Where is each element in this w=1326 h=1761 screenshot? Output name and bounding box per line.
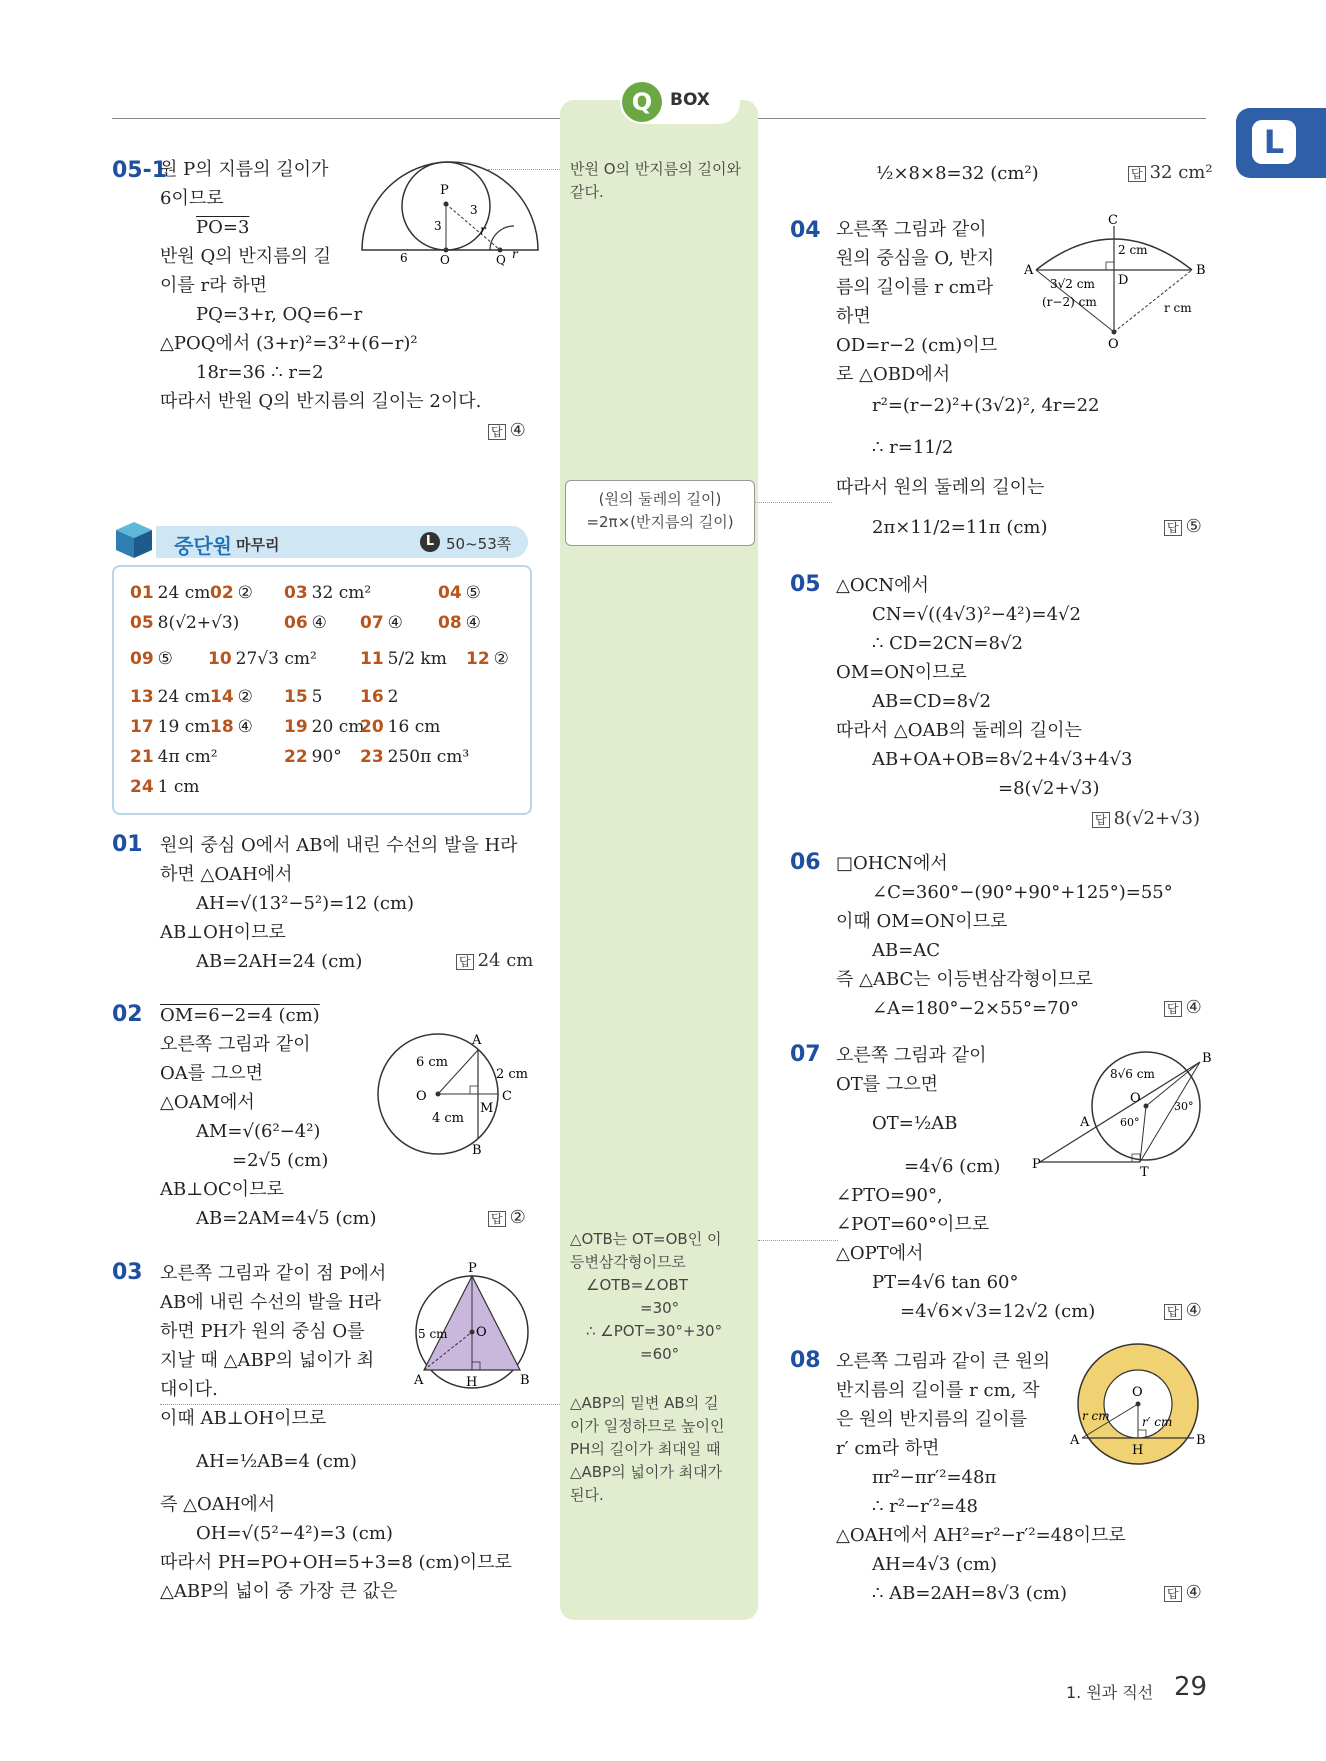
p051-line-3: PO=3 [196, 217, 250, 238]
label-b: B [1202, 1051, 1212, 1066]
p02-line-5: AM=√(6²−4²) [196, 1121, 321, 1142]
label-b: B [520, 1373, 530, 1388]
label-r-minus-2: (r−2) cm [1042, 295, 1097, 309]
p04-line-7: r²=(r−2)²+(3√2)², 4r=22 [872, 395, 1100, 416]
label-o: O [476, 1325, 487, 1340]
label-4cm: 4 cm [432, 1111, 465, 1126]
label-3b: 3 [434, 219, 442, 233]
summary-item: 23 250π cm³ [360, 747, 470, 767]
p03-line-7: AH=½AB=4 (cm) [196, 1451, 357, 1472]
figure-tangent-line [1032, 1046, 1216, 1180]
p03-line-8: 즉 △OAH에서 [160, 1494, 276, 1515]
p03-line-2: AB에 내린 수선의 발을 H라 [160, 1292, 382, 1313]
answer-mark-icon: 답 [1164, 520, 1182, 536]
p01-line-3: AH=√(13²−5²)=12 (cm) [196, 893, 415, 914]
label-r2: r [512, 247, 518, 261]
problem-number-02: 02 [112, 1002, 143, 1027]
section-cube-icon [112, 520, 156, 560]
section-header [112, 520, 528, 560]
p08-answer: 답 ④ [1164, 1582, 1202, 1603]
summary-item: 08 ④ [438, 613, 481, 633]
figure-circle-chord [370, 1030, 540, 1170]
label-3root2cm: 3√2 cm [1050, 277, 1095, 291]
p07-line-9: =4√6×√3=12√2 (cm) [900, 1301, 1096, 1322]
p051-line-4: 반원 Q의 반지름의 길 [160, 246, 332, 267]
p05-line-4: OM=ON이므로 [836, 662, 967, 683]
problem-number-03: 03 [112, 1260, 143, 1285]
p03-line-6: 이때 AB⊥OH이므로 [160, 1408, 327, 1429]
qbox-note-4-leader [160, 1404, 560, 1405]
footer-chapter: 1. 원과 직선 [1066, 1683, 1154, 1702]
p04-line-2: 원의 중심을 O, 반지 [836, 248, 995, 269]
label-6: 6 [400, 251, 408, 265]
summary-item: 04 ⑤ [438, 583, 481, 603]
problem-number-05-1: 05-1 [112, 158, 168, 183]
p08-line-6: ∴ r²−r′²=48 [872, 1496, 978, 1517]
label-p: P [440, 183, 449, 198]
summary-item: 13 24 cm [130, 687, 211, 707]
label-5cm: 5 cm [418, 1327, 448, 1341]
section-ref-pages: 50~53쪽 [446, 535, 512, 553]
summary-item: 11 5/2 km [360, 649, 447, 669]
p07-line-4: =4√6 (cm) [904, 1156, 1001, 1177]
p03-line-11: △ABP의 넓이 중 가장 큰 값은 [160, 1581, 398, 1602]
p02-answer: 답 ② [488, 1207, 526, 1228]
summary-item: 15 5 [284, 687, 323, 707]
summary-item: 06 ④ [284, 613, 327, 633]
label-3a: 3 [470, 203, 478, 217]
problem-number-07: 07 [790, 1042, 821, 1067]
p07-answer: 답 ④ [1164, 1300, 1202, 1321]
p06-line-2: ∠C=360°−(90°+90°+125°)=55° [872, 882, 1173, 903]
qbox-title: BOX [670, 90, 710, 110]
p051-line-6: PQ=3+r, OQ=6−r [196, 304, 363, 325]
summary-item: 16 2 [360, 687, 399, 707]
p05-line-5: AB=CD=8√2 [872, 691, 991, 712]
qbox-note-3: △OTB는 OT=OB인 이 등변삼각형이므로 ∠OTB=∠OBT =30° ∴ ∠POT=30°+30° =60° [570, 1230, 723, 1363]
p03-continued: ½×8×8=32 (cm²) [876, 163, 1039, 184]
p04-line-9: 따라서 원의 둘레의 길이는 [836, 477, 1045, 498]
section-title: 중단원 [174, 534, 232, 558]
p07-line-6: ∠POT=60°이므로 [836, 1214, 990, 1235]
p07-line-1: 오른쪽 그림과 같이 [836, 1045, 987, 1066]
p051-line-5: 이를 r라 하면 [160, 275, 267, 296]
label-o: O [1132, 1385, 1143, 1400]
answer-mark-icon: 답 [1092, 812, 1110, 828]
label-b: B [472, 1143, 482, 1158]
p07-line-2: OT를 그으면 [836, 1074, 939, 1095]
label-b: B [1196, 263, 1206, 278]
label-2cm: 2 cm [1118, 243, 1148, 257]
label-d: D [1118, 273, 1129, 288]
summary-item: 18 ④ [210, 717, 253, 737]
label-6cm: 6 cm [416, 1055, 449, 1070]
summary-item: 17 19 cm [130, 717, 211, 737]
label-a: A [414, 1373, 424, 1388]
summary-item: 22 90° [284, 747, 342, 767]
p08-line-3: 은 원의 반지름의 길이를 [836, 1409, 1028, 1430]
answer-mark-icon: 답 [1164, 1586, 1182, 1602]
p06-line-3: 이때 OM=ON이므로 [836, 911, 1008, 932]
p01-line-4: AB⊥OH이므로 [160, 922, 286, 943]
label-30deg: 30° [1174, 1100, 1194, 1113]
problem-number-01: 01 [112, 832, 143, 857]
p04-line-10: 2π×11/2=11π (cm) [872, 517, 1048, 538]
p03-line-9: OH=√(5²−4²)=3 (cm) [196, 1523, 393, 1544]
p08-line-4: r′ cm라 하면 [836, 1438, 940, 1459]
p01-line-2: 하면 △OAH에서 [160, 864, 293, 885]
qbox-q-icon: Q [622, 82, 662, 122]
label-c: C [1108, 213, 1118, 228]
p05-answer: 답 8(√2+√3) [1092, 808, 1200, 829]
label-t: T [1140, 1165, 1149, 1180]
label-o: O [1130, 1091, 1141, 1106]
summary-item: 20 16 cm [360, 717, 441, 737]
p051-answer: 답 ④ [488, 420, 526, 441]
p01-line-1: 원의 중심 O에서 AB에 내린 수선의 발을 H라 [160, 835, 518, 856]
label-p: P [468, 1261, 477, 1276]
p051-line-9: 따라서 반원 Q의 반지름의 길이는 2이다. [160, 391, 482, 412]
qbox-note-2: (원의 둘레의 길이) =2π×(반지름의 길이) [586, 490, 734, 531]
p04-line-3: 름의 길이를 r cm라 [836, 277, 994, 298]
section-subtitle: 마무리 [236, 536, 280, 554]
p02-line-6: =2√5 (cm) [232, 1150, 329, 1171]
p04-answer: 답 ⑤ [1164, 516, 1202, 537]
answer-mark-icon: 답 [488, 424, 506, 440]
label-rprime-cm: r′ cm [1142, 1415, 1173, 1429]
label-a: A [472, 1033, 482, 1048]
figure-semicircles [360, 158, 540, 267]
summary-item: 19 20 cm [284, 717, 365, 737]
p05-line-6: 따라서 △OAB의 둘레의 길이는 [836, 720, 1082, 741]
p08-line-1: 오른쪽 그림과 같이 큰 원의 [836, 1351, 1051, 1372]
p02-line-7: AB⊥OC이므로 [160, 1179, 284, 1200]
p04-line-5: OD=r−2 (cm)이므 [836, 335, 998, 356]
p02-line-8: AB=2AM=4√5 (cm) [196, 1208, 377, 1229]
qbox-note-3-leader [758, 1240, 838, 1241]
label-8root6cm: 8√6 cm [1110, 1067, 1155, 1081]
p05-line-2: CN=√((4√3)²−4²)=4√2 [872, 604, 1081, 625]
p04-line-8: ∴ r=11/2 [872, 437, 954, 458]
p06-line-4: AB=AC [872, 940, 941, 961]
answer-mark-icon: 답 [1128, 166, 1146, 182]
answer-mark-icon: 답 [456, 954, 474, 970]
label-r: r [480, 223, 486, 237]
p04-line-6: 로 △OBD에서 [836, 364, 951, 385]
label-o: O [440, 253, 450, 267]
p051-line-8: 18r=36 ∴ r=2 [196, 362, 324, 383]
p08-line-9: ∴ AB=2AH=8√3 (cm) [872, 1583, 1068, 1604]
label-a: A [1080, 1115, 1090, 1130]
figure-inscribed-triangle [408, 1262, 538, 1392]
answer-mark-icon: 답 [488, 1211, 506, 1227]
answer-mark-icon: 답 [1164, 1304, 1182, 1320]
p05-line-3: ∴ CD=2CN=8√2 [872, 633, 1023, 654]
qbox-header [620, 80, 740, 124]
p07-line-7: △OPT에서 [836, 1243, 924, 1264]
p03-line-5: 대이다. [160, 1379, 218, 1400]
label-60deg: 60° [1120, 1116, 1140, 1129]
label-b: B [1196, 1433, 1206, 1448]
label-o: O [416, 1089, 427, 1104]
label-rcm: r cm [1082, 1409, 1110, 1423]
summary-item: 09 ⑤ [130, 649, 173, 669]
p08-line-2: 반지름의 길이를 r cm, 작 [836, 1380, 1040, 1401]
summary-item: 10 27√3 cm² [208, 649, 317, 669]
figure-circular-segment [1022, 212, 1212, 352]
p03-line-1: 오른쪽 그림과 같이 점 P에서 [160, 1263, 387, 1284]
summary-item: 01 24 cm [130, 583, 211, 603]
problem-number-06: 06 [790, 850, 821, 875]
summary-item: 14 ② [210, 687, 253, 707]
answer-summary-box [112, 565, 532, 815]
p05-line-8: =8(√2+√3) [998, 778, 1100, 799]
p07-line-3: OT=½AB [872, 1113, 958, 1134]
p05-line-7: AB+OA+OB=8√2+4√3+4√3 [872, 749, 1133, 770]
p04-line-4: 하면 [836, 306, 871, 327]
label-rcm: r cm [1164, 301, 1192, 315]
answer-mark-icon: 답 [1164, 1001, 1182, 1017]
qbox-note-1: 반원 O의 반지름의 길이와 같다. [570, 160, 742, 201]
label-c: C [502, 1089, 512, 1104]
p05-line-1: △OCN에서 [836, 575, 929, 596]
summary-item: 07 ④ [360, 613, 403, 633]
summary-item: 24 1 cm [130, 777, 200, 797]
p04-line-1: 오른쪽 그림과 같이 [836, 219, 987, 240]
label-a: A [1024, 263, 1034, 278]
footer-page-number: 29 [1174, 1672, 1208, 1702]
problem-number-05: 05 [790, 572, 821, 597]
p06-line-6: ∠A=180°−2×55°=70° [872, 998, 1080, 1019]
qbox-note-2-leader [754, 502, 832, 503]
p051-line-2: 6이므로 [160, 188, 224, 209]
p06-line-5: 즉 △ABC는 이등변삼각형이므로 [836, 969, 1093, 990]
p02-line-4: △OAM에서 [160, 1092, 255, 1113]
label-a: A [1070, 1433, 1080, 1448]
label-o: O [1108, 337, 1119, 352]
side-tab-label: L [1263, 123, 1285, 161]
p06-line-1: □OHCN에서 [836, 853, 948, 874]
section-ref-icon: L [420, 532, 440, 552]
p08-line-7: △OAH에서 AH²=r²−r′²=48이므로 [836, 1525, 1126, 1546]
figure-annulus [1068, 1340, 1212, 1476]
p051-line-1: 원 P의 지름의 길이가 [160, 159, 329, 180]
side-tab [1236, 108, 1326, 178]
p02-line-2: 오른쪽 그림과 같이 [160, 1034, 311, 1055]
label-m: M [480, 1101, 494, 1116]
qbox-note-4: △ABP의 밑변 AB의 길 이가 일정하므로 높이인 PH의 길이가 최대일 때 △ABP의 넓이가 최대가 된다. [570, 1394, 725, 1504]
p08-line-8: AH=4√3 (cm) [872, 1554, 998, 1575]
p051-line-7: △POQ에서 (3+r)²=3²+(6−r)² [160, 333, 418, 354]
summary-item: 02 ② [210, 583, 253, 603]
problem-number-04: 04 [790, 218, 821, 243]
label-h: H [1132, 1443, 1144, 1458]
p07-line-8: PT=4√6 tan 60° [872, 1272, 1019, 1293]
p02-line-3: OA를 그으면 [160, 1063, 264, 1084]
p03-line-4: 지날 때 △ABP의 넓이가 최 [160, 1350, 375, 1371]
p06-answer: 답 ④ [1164, 997, 1202, 1018]
label-p: P [1032, 1157, 1041, 1172]
summary-item: 05 8(√2+√3) [130, 613, 240, 633]
p03-answer: 답 32 cm² [1128, 162, 1213, 183]
label-h: H [466, 1375, 478, 1390]
p07-line-5: ∠PTO=90°, [836, 1185, 943, 1206]
problem-number-08: 08 [790, 1348, 821, 1373]
summary-item: 03 32 cm² [284, 583, 372, 603]
p01-answer: 답 24 cm [456, 950, 533, 971]
label-2cm: 2 cm [496, 1067, 529, 1082]
p08-line-5: πr²−πr′²=48π [872, 1467, 997, 1488]
p01-line-5: AB=2AH=24 (cm) [196, 951, 363, 972]
label-q: Q [496, 253, 506, 267]
p02-line-1: OM=6−2=4 (cm) [160, 1005, 320, 1026]
p03-line-3: 하면 PH가 원의 중심 O를 [160, 1321, 365, 1342]
summary-item: 21 4π cm² [130, 747, 218, 767]
p03-line-10: 따라서 PH=PO+OH=5+3=8 (cm)이므로 [160, 1552, 512, 1573]
summary-item: 12 ② [466, 649, 509, 669]
